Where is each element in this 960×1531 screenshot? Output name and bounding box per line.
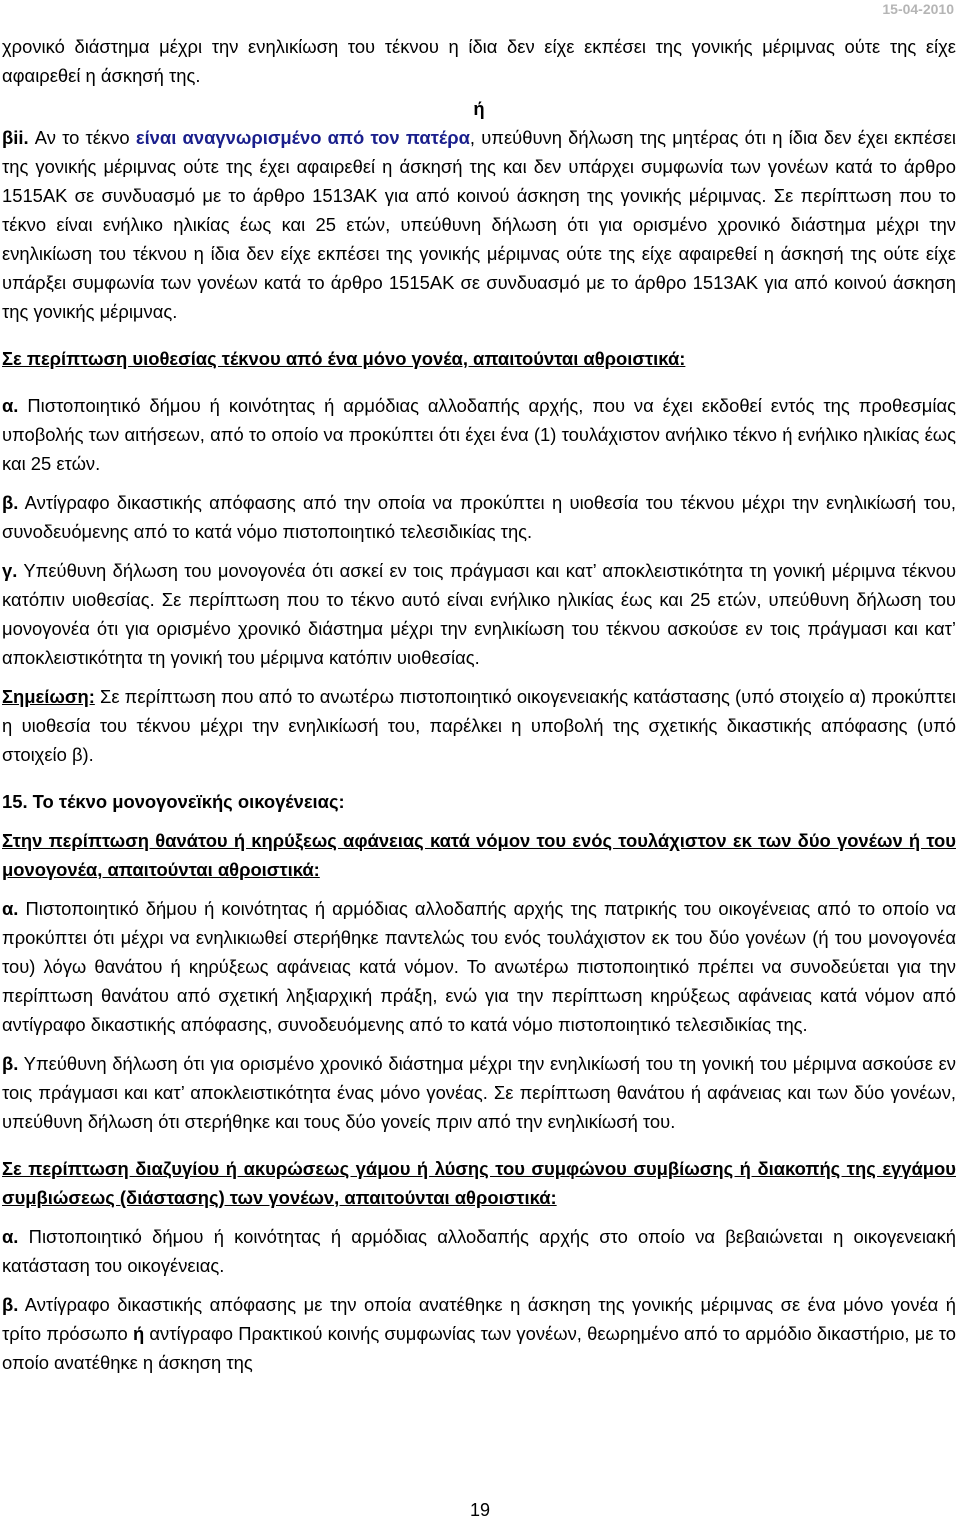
item-label: α. [2,1226,19,1247]
text: Σε περίπτωση που το τέκνο είναι ενήλικο ηλικίας έως και 25 ετών, υπεύθυνη δήλωση ότι για ορισμένο χρονικό διάστημα μέχρι την ενηλικίωση του τέκνου η ίδια δεν είχε εκπέσει της γονικής μέριμνας ούτε της είχε αφαιρεθεί η άσκησή της ούτε είχε υπάρξει συμφωνία των γονέων κατά το άρθρο 1515ΑΚ σε συνδυασμό με το άρθρο 1513ΑΚ για από κοινού άσκηση της γονικής μέριμνας. [2,185,957,322]
note-label: Σημείωση: [2,686,95,707]
item-label: α. [2,395,19,416]
item-label: β. [2,492,19,513]
header-date: 15-04-2010 [882,1,954,17]
text: , υπεύθυνη δήλωση της μητέρας ότι η ίδια δεν έχει εκπέσει της γονικής μέριμνας ούτε της έχει αφαιρεθεί η άσκησή της και δεν υπάρχει συμφωνία των γονέων κατά το άρθρο 1515ΑΚ σε συνδυασμό με το άρθρο 1513ΑΚ για από κοινού άσκηση της γονικής μέριμνας. [2,127,956,206]
text: Υπεύθυνη δήλωση ότι για ορισμένο χρονικό διάστημα μέχρι την ενηλικίωσή του τη γονική του μέριμνα ασκούσε εν τοις πράγμασι και κατ’ αποκλειστικότητα ένας μόνο γονέας. Σε περίπτωση θανάτου ή αφάνειας και των δύο γονέων, υπεύθυνη δήλωση ότι στερήθηκε και τους δύο γονείς πριν από την ενηλικίωσή του. [2,1053,956,1132]
adoption-item-b [2,488,956,546]
text: Πιστοποιητικό δήμου ή κοινότητας ή αρμόδιας αλλοδαπής αρχής της πατρικής του οικογένειας από το οποίο να προκύπτει ότι μέχρι να ενηλικιωθεί στερήθηκε παντελώς του ενός τουλάχιστον εκ του δύο γονέων (ή του μονογονέα του) λόγω θανάτου ή κηρύξεως αφάνειας κατά νόμον. Το ανωτέρω πιστοποιητικό πρέπει να συνοδεύεται για την περίπτωση θανάτου από σχετική ληξιαρχική πράξη, ενώ για την περίπτωση κηρύξεως αφάνειας κατά νόμον από αντίγραφο δικαστικής απόφασης, συνοδευόμενης από το κατά νόμο πιστοποιητικό τελεσιδικίας της. [2,898,956,1035]
text: Αν το τέκνο [28,127,136,148]
text: Πιστοποιητικό δήμου ή κοινότητας ή αρμόδιας αλλοδαπής αρχής στο οποίο να βεβαιώνεται η οικογενειακή κατάσταση του οικογένειας. [2,1226,956,1276]
text: Πιστοποιητικό δήμου ή κοινότητας ή αρμόδιας αλλοδαπής αρχής, που να έχει εκδοθεί εντός της προθεσμίας υποβολής των αιτήσεων, από το οποίο να προκύπτει ότι έχει ένα (1) τουλάχιστον ανήλικο τέκνο ή ενήλικο ηλικίας έως και 25 ετών. [2,395,956,474]
item-label: γ. [2,560,18,581]
document-page [2,0,956,1377]
death-item-a [2,894,956,1039]
paragraph-bii [2,123,956,326]
divorce-item-b [2,1290,956,1377]
emphasis-text: είναι αναγνωρισμένο από τον πατέρα [135,127,470,148]
item-label: βii. [2,127,29,148]
or-text: ή [132,1323,145,1344]
section-15-title: 15. Το τέκνο μονογονεϊκής οικογένειας: [2,791,345,812]
divorce-heading: Σε περίπτωση διαζυγίου ή ακυρώσεως γάμου ή λύσης του συμφώνου συμβίωσης ή διακοπής της εγγάμου συμβιώσεως (διάστασης) των γονέων, απαιτούνται αθροιστικά: [2,1158,956,1208]
text: Υπεύθυνη δήλωση του μονογονέα ότι ασκεί εν τοις πράγμασι και κατ’ αποκλειστικότητα τη γονική μέριμνα τέκνου κατόπιν υιοθεσίας. Σε περίπτωση που το τέκνο αυτό είναι ενήλικο ηλικίας έως και 25 ετών, υπεύθυνη δήλωση του μονογονέα ότι για ορισμένο χρονικό διάστημα μέχρι την ενηλικίωση του τέκνου ασκούσε εν τοις πράγμασι και κατ’ αποκλειστικότητα τη γονική του μέριμνα κατόπιν υιοθεσίας. [2,560,956,668]
death-heading: Στην περίπτωση θανάτου ή κηρύξεως αφάνειας κατά νόμον του ενός τουλάχιστον εκ των δύο γονέων ή του μονογονέα, απαιτούνται αθροιστικά: [2,830,956,880]
item-label: β. [2,1053,19,1074]
item-label: β. [2,1294,19,1315]
divorce-item-a [2,1222,956,1280]
or-separator: ή [473,98,485,119]
adoption-item-a [2,391,956,478]
adoption-heading: Σε περίπτωση υιοθεσίας τέκνου από ένα μόνο γονέα, απαιτούνται αθροιστικά: [2,348,686,369]
adoption-note [2,682,956,769]
item-label: α. [2,898,19,919]
text: Σε περίπτωση που από το ανωτέρω πιστοποιητικό οικογενειακής κατάστασης (υπό στοιχείο α) προκύπτει η υιοθεσία του τέκνου μέχρι την ενηλικίωσή του, παρέλκει η υποβολή της σχετικής δικαστικής απόφασης (υπό στοιχείο β). [2,686,956,765]
text: Αντίγραφο δικαστικής απόφασης με την οποία ανατέθηκε η άσκηση της γονικής μέριμνας σε ένα μόνο γονέα ή τρίτο πρόσωπο [2,1294,956,1344]
death-item-b [2,1049,956,1136]
adoption-item-c [2,556,956,672]
page-number: 19 [469,1500,491,1520]
paragraph-top: χρονικό διάστημα μέχρι την ενηλικίωση του τέκνου η ίδια δεν είχε εκπέσει της γονικής μέριμνας ούτε της είχε αφαιρεθεί η άσκησή της. [2,36,956,86]
text: αντίγραφο Πρακτικού κοινής συμφωνίας των γονέων, θεωρημένο από το αρμόδιο δικαστήριο, με το οποίο ανατέθηκε η άσκηση της [2,1323,956,1373]
text: Αντίγραφο δικαστικής απόφασης από την οποία να προκύπτει η υιοθεσία του τέκνου μέχρι την ενηλικίωσή του, συνοδευόμενης από το κατά νόμο πιστοποιητικό τελεσιδικίας της. [2,492,956,542]
